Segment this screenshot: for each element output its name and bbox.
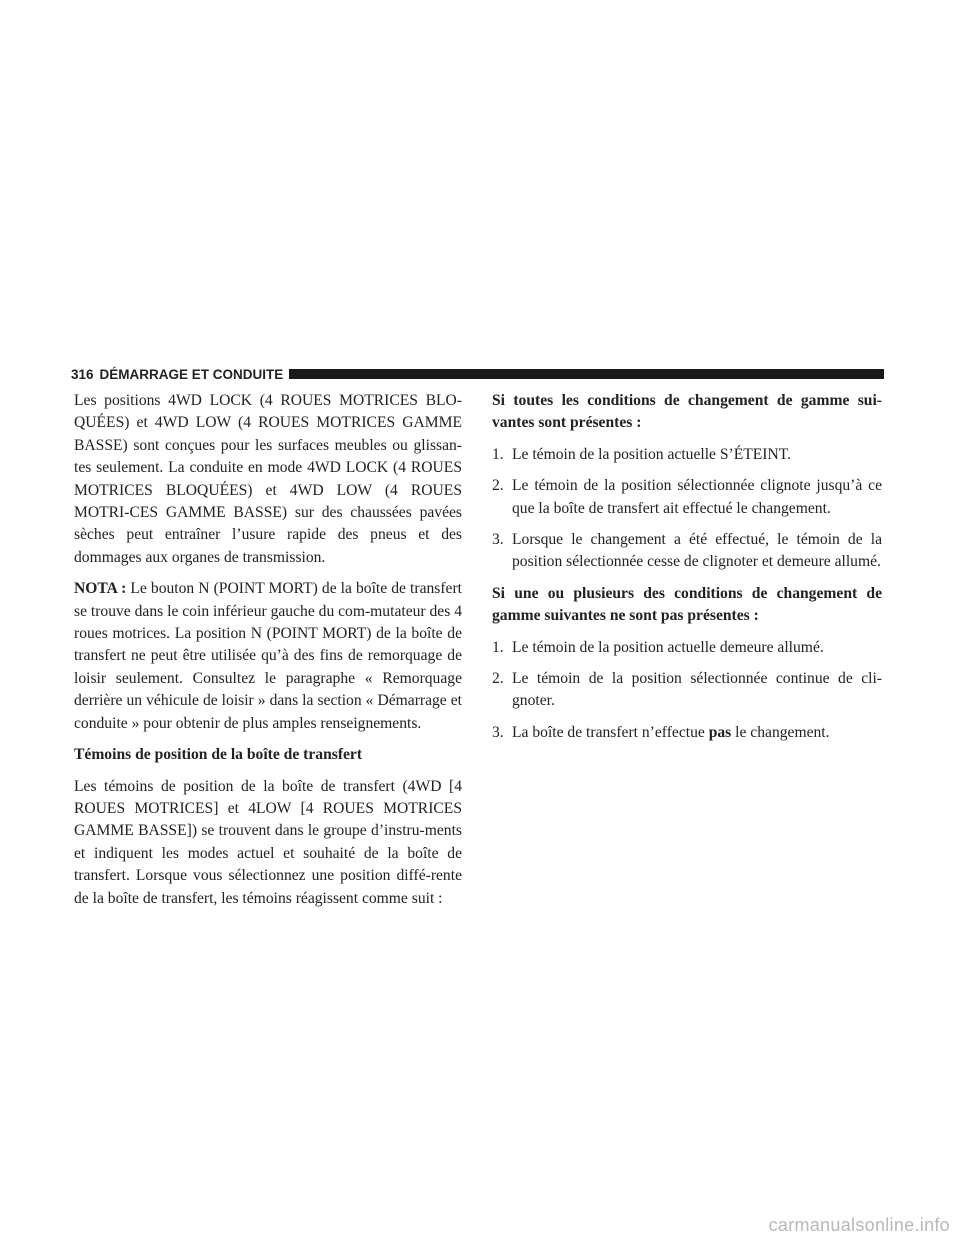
paragraph-4wd-positions: Les positions 4WD LOCK (4 ROUES MOTRICES BLO-QUÉES) et 4WD LOW (4 ROUES MOTRICES GAMME BASSE) sont conçues pour les surfaces meubles ou glissan-tes seulement. La conduite en mode 4WD LOCK (4 ROUES MOTRICES BLOQUÉES) et 4WD LOW (4 ROUES MOTRI-CES GAMME BASSE) sur des chaussées pavées sèches peut entraîner l’usure rapide des pneus et des dommages aux organes de transmission. — [74, 392, 462, 566]
list-item: 2. Le témoin de la position sélectionnée continue de cli-gnoter. — [492, 670, 882, 710]
list-item: 2. Le témoin de la position sélectionnée clignote jusqu’à ce que la boîte de transfert ait effectué le changement. — [492, 477, 882, 517]
list-item: 1. Le témoin de la position actuelle demeure allumé. — [492, 638, 824, 656]
note-text: Le bouton N (POINT MORT) de la boîte de transfert se trouve dans le coin inférieur gauche du com-mutateur des 4 roues motrices. La position N (POINT MORT) de la boîte de transfert ne peut être utilisée qu’à des fins de remorquage de loisir seulement. Consultez le paragraphe « Remorquage derrière un véhicule de loisir » dans la section « Démarrage et conduite » pour obtenir de plus amples renseignements. — [74, 580, 462, 732]
list-item: 3. La boîte de transfert n’effectue pas le changement. — [492, 723, 830, 741]
list-item: 3. Lorsque le changement a été effectué, le témoin de la position sélectionnée cesse de clignoter et demeure allumé. — [492, 531, 882, 571]
list-item: 1. Le témoin de la position actuelle S’ÉTEINT. — [492, 445, 792, 463]
page-number: 316 — [71, 366, 94, 382]
left-column — [74, 390, 462, 919]
paragraph-indicators: Les témoins de position de la boîte de transfert (4WD [4 ROUES MOTRICES] et 4LOW [4 ROUES MOTRICES GAMME BASSE]) se trouvent dans le groupe d’instru-ments et indiquent les modes actuel et souhaité de la boîte de transfert. Lorsque vous sélectionnez une position diffé-rente de la boîte de transfert, les témoins réagissent comme suit : — [74, 777, 462, 907]
watermark-logo: carmanualsonline.info — [768, 1215, 950, 1235]
section-heading: Témoins de position de la boîte de transfert — [74, 746, 363, 764]
section-title: DÉMARRAGE ET CONDUITE — [99, 366, 284, 382]
conditions-absent-heading: Si une ou plusieurs des conditions de changement de gamme suivantes ne sont pas présentes : — [492, 584, 882, 625]
header-rule — [289, 369, 884, 379]
note-paragraph — [74, 578, 462, 735]
conditions-present-heading: Si toutes les conditions de changement de gamme sui-vantes sont présentes : — [492, 392, 882, 432]
page-header — [71, 364, 884, 384]
note-label: NOTA : — [74, 580, 127, 598]
right-column — [492, 390, 882, 753]
emphasis-pas: pas — [708, 723, 732, 741]
